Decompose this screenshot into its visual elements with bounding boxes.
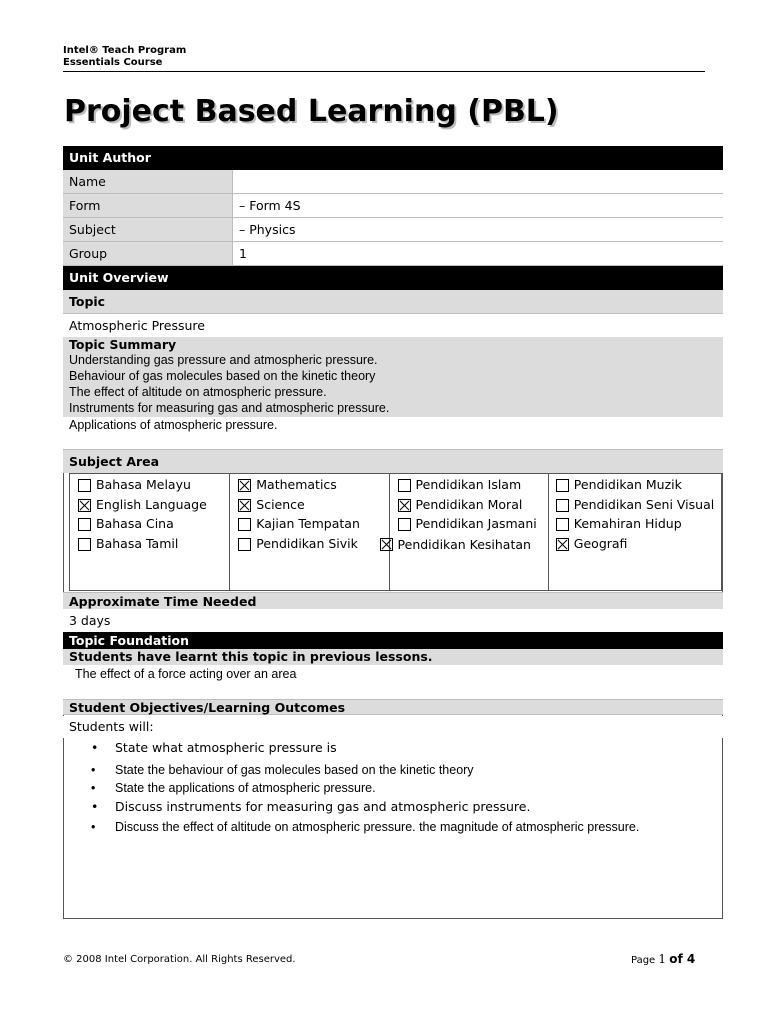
subject-option[interactable] <box>380 536 548 553</box>
checked-checkbox-icon[interactable] <box>556 538 569 551</box>
subject-area-heading: Subject Area <box>63 449 723 473</box>
subject-label: Kemahiran Hidup <box>573 516 682 532</box>
checkbox-icon[interactable] <box>238 538 251 551</box>
subject-option[interactable] <box>78 516 229 532</box>
unit-author-heading: Unit Author <box>63 146 723 170</box>
subject-column <box>70 474 230 590</box>
subject-label: Bahasa Cina <box>96 516 174 532</box>
topic-heading: Topic <box>63 290 723 313</box>
program-header <box>63 45 186 69</box>
subject-column <box>230 474 389 590</box>
subject-value[interactable]: – Physics <box>233 218 723 241</box>
form-value[interactable]: – Form 4S <box>233 194 723 217</box>
author-row-form <box>63 194 723 218</box>
topic-summary-heading: Topic Summary <box>69 337 177 352</box>
checkbox-icon[interactable] <box>78 518 91 531</box>
course-name: Essentials Course <box>63 57 163 68</box>
topic-value[interactable]: Atmospheric Pressure <box>63 313 723 337</box>
page-label: Page <box>631 955 656 966</box>
objectives-list <box>63 738 723 837</box>
subject-option[interactable] <box>398 516 548 532</box>
checkbox-icon[interactable] <box>556 499 569 512</box>
subject-label: Kajian Tempatan <box>256 516 360 532</box>
subject-column <box>390 474 549 590</box>
objective-item: • State the behaviour of gas molecules based on the kinetic theory <box>63 761 723 779</box>
copyright-text: © 2008 Intel Corporation. All Rights Reserved. <box>63 954 296 965</box>
checked-checkbox-icon[interactable] <box>238 499 251 512</box>
checked-checkbox-icon[interactable] <box>380 538 393 551</box>
page-total: of 4 <box>669 952 696 966</box>
subject-area-grid <box>69 473 722 591</box>
subject-label: Pendidikan Seni Visual <box>573 496 715 512</box>
name-value[interactable] <box>233 170 723 193</box>
subject-label: Science <box>256 496 305 512</box>
subject-label: Pendidikan Moral <box>415 496 523 512</box>
unit-overview-heading: Unit Overview <box>63 266 723 290</box>
objective-item: • State the applications of atmospheric pressure. <box>63 779 723 797</box>
subject-option[interactable] <box>238 477 388 493</box>
subject-option[interactable] <box>556 536 721 552</box>
subject-option[interactable] <box>238 536 388 552</box>
topic-foundation-subheading: Students have learnt this topic in previous lessons. <box>63 649 723 665</box>
subject-label: Pendidikan Sivik <box>256 535 358 551</box>
subject-option[interactable] <box>556 516 721 532</box>
subject-option[interactable] <box>238 516 388 532</box>
subject-option[interactable] <box>556 477 721 493</box>
author-row-group <box>63 242 723 266</box>
subject-option[interactable] <box>78 536 229 552</box>
subject-option[interactable] <box>398 477 548 493</box>
checked-checkbox-icon[interactable] <box>78 499 91 512</box>
page-number <box>631 952 695 966</box>
objective-item: • Discuss the effect of altitude on atmospheric pressure. the magnitude of atmospheric pressure. <box>63 817 723 837</box>
summary-line: The effect of altitude on atmospheric pressure. <box>69 385 327 399</box>
subject-label: Bahasa Melayu <box>96 477 191 492</box>
subject-option[interactable] <box>78 477 229 493</box>
subject-option[interactable] <box>398 497 548 513</box>
time-needed-heading: Approximate Time Needed <box>63 592 723 609</box>
subject-label: Bahasa Tamil <box>96 535 179 551</box>
subject-label: Pendidikan Jasmani <box>415 516 537 532</box>
summary-extra: Applications of atmospheric pressure. <box>63 417 723 449</box>
checkbox-icon[interactable] <box>398 518 411 531</box>
checked-checkbox-icon[interactable] <box>398 499 411 512</box>
objectives-heading: Student Objectives/Learning Outcomes <box>63 699 723 715</box>
subject-option[interactable] <box>78 497 229 513</box>
checkbox-icon[interactable] <box>238 518 251 531</box>
subject-label: Pendidikan Kesihatan <box>397 536 531 552</box>
objective-item: • State what atmospheric pressure is <box>63 738 723 758</box>
objective-item: • Discuss instruments for measuring gas and atmospheric pressure. <box>63 797 723 817</box>
subject-label: Pendidikan Islam <box>415 477 522 492</box>
subject-label: Mathematics <box>256 477 337 492</box>
checkbox-icon[interactable] <box>398 479 411 492</box>
objectives-intro: Students will: <box>63 716 723 738</box>
author-row-subject <box>63 218 723 242</box>
topic-foundation-value[interactable]: The effect of a force acting over an area <box>63 665 723 699</box>
subject-label: Geografi <box>573 535 628 551</box>
checkbox-icon[interactable] <box>556 479 569 492</box>
subject-option[interactable] <box>238 497 388 513</box>
subject-column <box>549 474 721 590</box>
page-num: 1 <box>658 952 667 966</box>
author-row-name <box>63 170 723 194</box>
summary-line: Understanding gas pressure and atmospheric pressure. <box>69 353 378 367</box>
topic-summary <box>63 337 723 417</box>
subject-option[interactable] <box>556 497 721 513</box>
checkbox-icon[interactable] <box>78 538 91 551</box>
topic-foundation-heading: Topic Foundation <box>63 632 723 649</box>
group-value[interactable]: 1 <box>233 242 723 265</box>
group-label: Group <box>63 242 233 265</box>
subject-label: Pendidikan Muzik <box>573 477 682 492</box>
checked-checkbox-icon[interactable] <box>238 479 251 492</box>
header-rule <box>63 71 705 72</box>
summary-line: Instruments for measuring gas and atmospheric pressure. <box>69 401 390 415</box>
checkbox-icon[interactable] <box>78 479 91 492</box>
program-name: Intel® Teach Program <box>63 45 187 56</box>
subject-label: English Language <box>96 496 207 512</box>
page-title: Project Based Learning (PBL) <box>64 94 559 129</box>
name-label: Name <box>63 170 233 193</box>
subject-label: Subject <box>63 218 233 241</box>
time-needed-value[interactable]: 3 days <box>63 609 723 632</box>
summary-line: Behaviour of gas molecules based on the kinetic theory <box>69 369 376 383</box>
checkbox-icon[interactable] <box>556 518 569 531</box>
form-label: Form <box>63 194 233 217</box>
